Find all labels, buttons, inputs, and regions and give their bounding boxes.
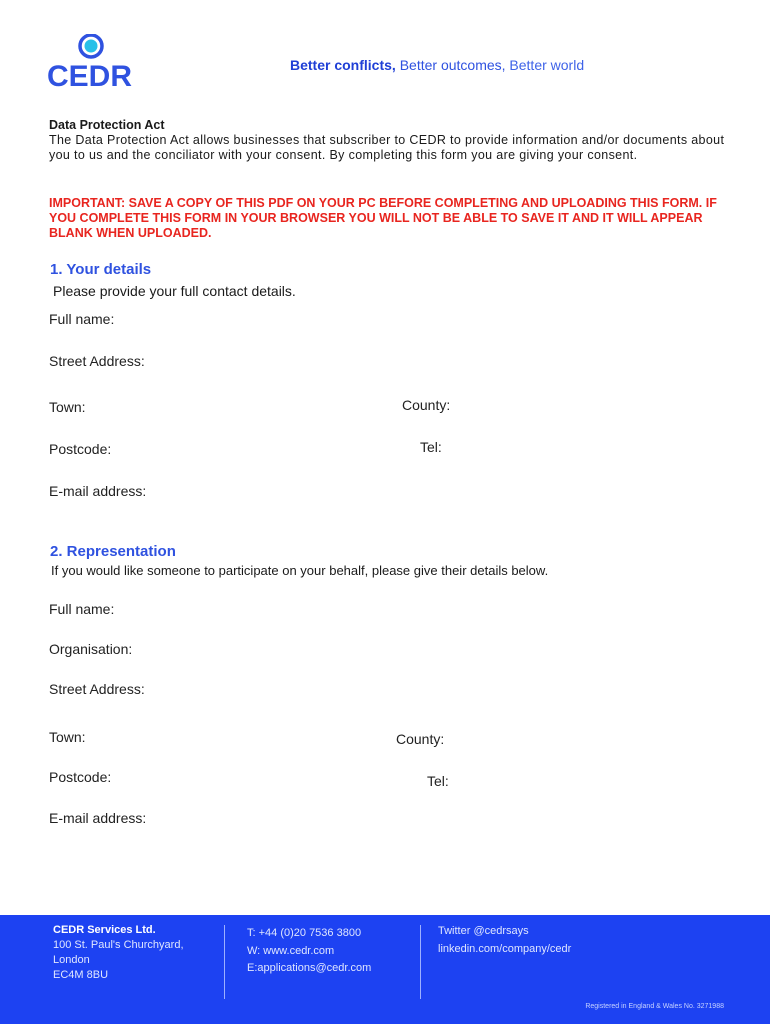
data-protection-text: The Data Protection Act allows businesses that subscriber to CEDR to provide information and/or documents about you to us and the conciliator with your consent. By completing this form you are giving your consent. <box>49 133 725 162</box>
section-representation-title: 2. Representation <box>50 543 176 560</box>
footer-registration: Registered in England & Wales No. 3271988 <box>585 1003 724 1010</box>
footer-address-line: 100 St. Paul's Churchyard, <box>53 939 184 951</box>
data-protection-heading: Data Protection Act <box>49 118 165 132</box>
footer-contact-block <box>247 925 371 978</box>
footer-social-block <box>438 923 571 958</box>
rep-street-address-label: Street Address: <box>49 681 145 697</box>
footer-divider <box>224 925 225 999</box>
important-warning: IMPORTANT: SAVE A COPY OF THIS PDF ON YOUR PC BEFORE COMPLETING AND UPLOADING THIS FORM. IF YOU COMPLETE THIS FORM IN YOUR BROWSER YOU WILL NOT BE ABLE TO SAVE IT AND IT WILL APPEAR BLANK WHEN UPLOADED. <box>49 196 717 240</box>
tagline-part-3: Better world <box>505 57 585 73</box>
footer-company-name: CEDR Services Ltd. <box>53 924 156 936</box>
county-label: County: <box>402 397 451 413</box>
rep-email-label: E-mail address: <box>49 810 147 826</box>
street-address-label: Street Address: <box>49 353 145 369</box>
rep-tel-label: Tel: <box>427 773 449 789</box>
section-representation-intro: If you would like someone to participate on your behalf, please give their details below. <box>51 563 549 578</box>
tel-label: Tel: <box>420 439 442 455</box>
postcode-label: Postcode: <box>49 441 112 457</box>
footer-website-link[interactable]: W: www.cedr.com <box>247 944 335 957</box>
section-your-details-intro: Please provide your full contact details. <box>53 283 296 299</box>
tagline <box>290 57 584 73</box>
email-label: E-mail address: <box>49 483 147 499</box>
tagline-part-2: Better outcomes, <box>395 57 506 73</box>
footer-twitter-link[interactable]: Twitter @cedrsays <box>438 925 529 937</box>
footer-address-block <box>53 923 184 983</box>
cedr-logo <box>46 34 138 90</box>
rep-postcode-label: Postcode: <box>49 769 112 785</box>
tagline-part-1: Better conflicts, <box>290 57 396 73</box>
rep-town-label: Town: <box>49 729 86 745</box>
rep-county-label: County: <box>396 731 445 747</box>
section-your-details-title: 1. Your details <box>50 261 152 278</box>
footer-address-line: EC4M 8BU <box>53 969 109 981</box>
town-label: Town: <box>49 399 86 415</box>
footer-linkedin-link[interactable]: linkedin.com/company/cedr <box>438 942 572 955</box>
footer <box>0 915 770 1024</box>
logo-text: CEDR <box>47 60 133 90</box>
rep-full-name-label: Full name: <box>49 601 115 617</box>
footer-divider <box>420 925 421 999</box>
footer-email-link[interactable]: E:applications@cedr.com <box>247 962 372 974</box>
footer-address-line: London <box>53 954 90 966</box>
rep-organisation-label: Organisation: <box>49 641 133 657</box>
footer-phone: T: +44 (0)20 7536 3800 <box>247 927 362 939</box>
full-name-label: Full name: <box>49 311 115 327</box>
